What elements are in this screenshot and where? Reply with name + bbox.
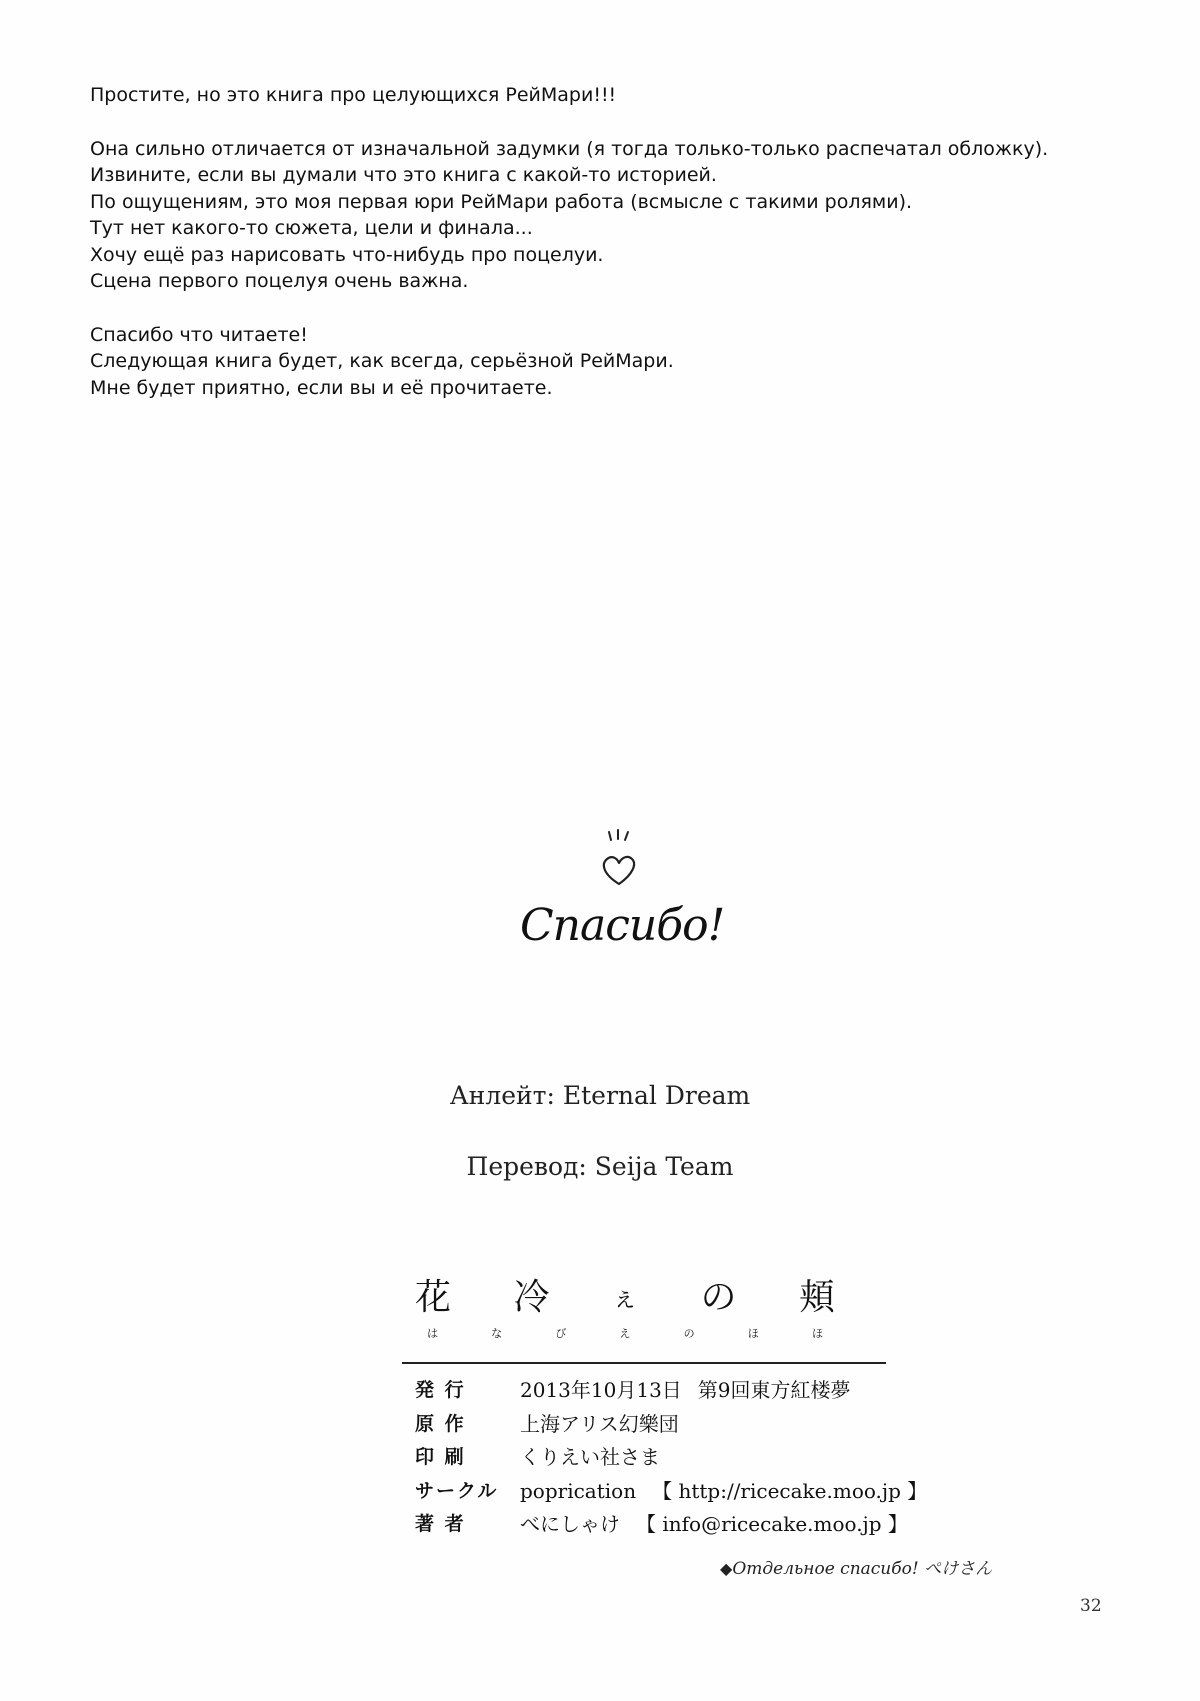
colophon-label: 著 者 bbox=[415, 1513, 466, 1536]
notes-line: Спасибо что читаете! bbox=[90, 323, 308, 346]
ruby-char: な bbox=[491, 1327, 503, 1340]
ruby-char: ほ bbox=[811, 1327, 823, 1340]
notes-line: Мне будет приятно, если вы и её прочитаете. bbox=[90, 376, 553, 399]
colophon-value bbox=[520, 1508, 908, 1537]
ruby-char: は bbox=[427, 1327, 438, 1340]
notes-paragraph bbox=[90, 136, 1130, 295]
author-name: べにしゃけ bbox=[520, 1512, 620, 1537]
book-title-kanji bbox=[415, 1275, 835, 1321]
title-char: ぇ bbox=[611, 1283, 638, 1313]
title-char: 冷 bbox=[513, 1277, 550, 1318]
author-email-link[interactable]: 【 info@ricecake.moo.jp 】 bbox=[636, 1512, 908, 1537]
afterword-notes bbox=[90, 82, 1130, 428]
circle-name: poprication bbox=[520, 1478, 637, 1503]
colophon-row-original bbox=[415, 1406, 935, 1440]
page-number: 32 bbox=[1080, 1596, 1102, 1616]
title-char: の bbox=[700, 1277, 737, 1318]
colophon-label: サークル bbox=[415, 1479, 499, 1502]
notes-line: Хочу ещё раз нарисовать что-нибудь про поцелуи. bbox=[90, 243, 604, 266]
published-event: 第9回東方紅楼夢 bbox=[697, 1378, 851, 1403]
ruby-char: の bbox=[683, 1327, 695, 1340]
ruby-char: ほ bbox=[747, 1327, 759, 1340]
translation-credit: Перевод: Seija Team bbox=[466, 1152, 734, 1181]
ruby-char: び bbox=[555, 1327, 567, 1340]
colophon-value: 上海アリス幻樂団 bbox=[520, 1411, 679, 1436]
special-thanks bbox=[720, 1554, 993, 1579]
colophon-value: くりえい社さま bbox=[520, 1445, 660, 1470]
divider bbox=[402, 1362, 886, 1364]
notes-line: По ощущениям, это моя первая юри РейМари работа (всмысле с такими ролями). bbox=[90, 190, 913, 213]
title-char: 花 bbox=[415, 1277, 452, 1318]
diamond-icon: ◆ bbox=[720, 1559, 733, 1578]
book-title-ruby bbox=[415, 1325, 835, 1341]
colophon-row-circle bbox=[415, 1473, 935, 1507]
ruby-char: え bbox=[619, 1327, 631, 1340]
notes-line: Извините, если вы думали что это книга с какой-то историей. bbox=[90, 164, 717, 186]
notes-line: Тут нет какого-то сюжета, цели и финала... bbox=[90, 217, 533, 239]
heart-icon bbox=[595, 828, 645, 890]
colophon-row-author bbox=[415, 1506, 935, 1540]
notes-paragraph bbox=[90, 82, 1130, 109]
published-date: 2013年10月13日 bbox=[520, 1378, 682, 1403]
colophon-label: 発 行 bbox=[415, 1379, 466, 1402]
colophon-value bbox=[520, 1475, 927, 1504]
circle-url-link[interactable]: 【 http://ricecake.moo.jp 】 bbox=[652, 1478, 928, 1503]
colophon-row-published bbox=[415, 1372, 935, 1406]
colophon-row-print bbox=[415, 1439, 935, 1473]
special-thanks-text: Отдельное спасибо! ぺけさん bbox=[732, 1559, 993, 1579]
colophon-value bbox=[520, 1374, 851, 1403]
layout-credit: Анлейт: Eternal Dream bbox=[449, 1081, 751, 1110]
colophon-label: 印 刷 bbox=[415, 1446, 466, 1469]
notes-line: Сцена первого поцелуя очень важна. bbox=[90, 270, 469, 292]
colophon bbox=[415, 1372, 935, 1540]
title-char: 頬 bbox=[798, 1277, 835, 1318]
book-title bbox=[415, 1275, 835, 1341]
colophon-label: 原 作 bbox=[415, 1412, 466, 1435]
notes-paragraph bbox=[90, 322, 1130, 402]
notes-line: Следующая книга будет, как всегда, серьёзной РейМари. bbox=[90, 350, 674, 372]
notes-line: Она сильно отличается от изначальной задумки (я тогда только-только распечатал обложку). bbox=[90, 137, 1049, 160]
thanks-lettering: Спасибо! bbox=[520, 900, 725, 951]
notes-line: Простите, но это книга про целующихся РейМари!!! bbox=[90, 84, 617, 106]
